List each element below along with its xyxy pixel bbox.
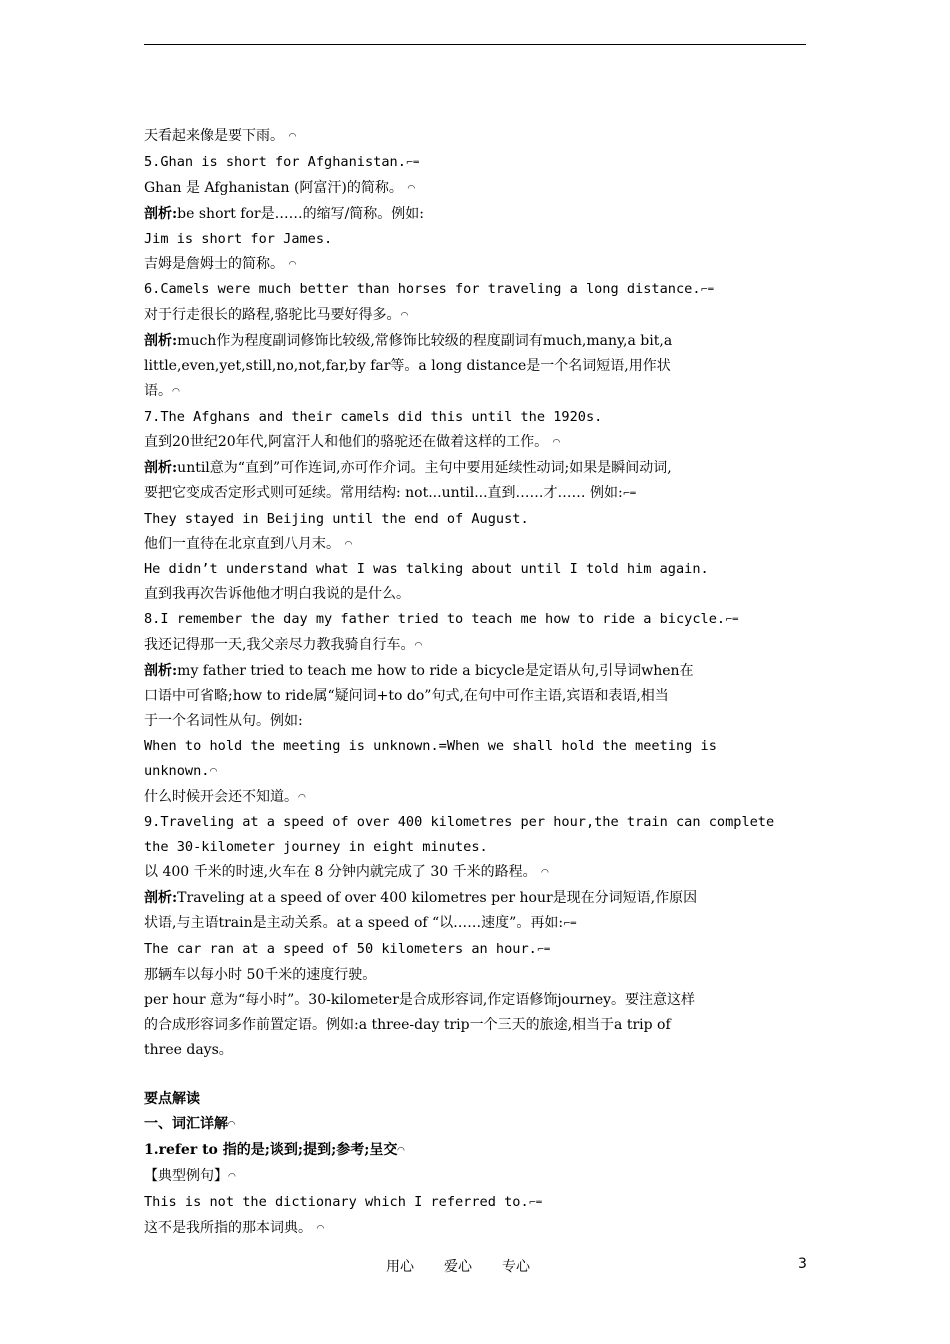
text-line: three days。 (144, 1041, 233, 1058)
text-line: 于一个名词性从句。例如: (144, 712, 303, 729)
vocab-heading: 1.refer to 指的是;谈到;提到;参考;呈交◠ (144, 1142, 405, 1159)
text-line: 9.Traveling at a speed of over 400 kilometres per hour,the train can complete (144, 814, 775, 831)
analysis-label: 剖析: (144, 663, 178, 680)
text-line: 什么时候开会还不知道。◠ (144, 788, 306, 805)
text-line: 6.Camels were much better than horses for traveling a long distance.⌐═ (144, 281, 714, 298)
analysis-label: 剖析: (144, 890, 178, 907)
text-line: 这不是我所指的那本词典。 ◠ (144, 1219, 325, 1236)
text-line: unknown.◠ (144, 762, 218, 779)
text-line: 7.The Afghans and their camels did this until the 1920s. (144, 408, 603, 425)
text-line: per hour 意为“每小时”。30-kilometer是合成形容词,作定语修饰journey。要注意这样 (144, 991, 696, 1008)
text-line: 剖析:my father tried to teach me how to ride a bicycle是定语从句,引导词when在 (144, 663, 694, 680)
text-line: 那辆车以每小时 50千米的速度行驶。 (144, 966, 377, 983)
section-heading: 要点解读 (144, 1091, 200, 1108)
page-number: 3 (798, 1256, 807, 1272)
text-line: 剖析:be short for是……的缩写/简称。例如: (144, 205, 425, 222)
text-line: 天看起来像是要下雨。 ◠ (144, 128, 297, 144)
text-line: 直到20世纪20年代,阿富汗人和他们的骆驼还在做着这样的工作。 ◠ (144, 433, 561, 450)
text-line: This is not the dictionary which I referred to.⌐═ (144, 1194, 542, 1211)
text-line: 【典型例句】◠ (144, 1168, 236, 1185)
text-line: 以 400 千米的时速,火车在 8 分钟内就完成了 30 千米的路程。 ◠ (144, 864, 549, 881)
paragraph-gap (144, 1063, 806, 1088)
text-line: When to hold the meeting is unknown.=When we shall hold the meeting is (144, 737, 717, 754)
text-line: 他们一直待在北京直到八月末。 ◠ (144, 535, 353, 552)
footer-slogan: 用心 爱心 专心 (386, 1259, 530, 1275)
text-line: He didn’t understand what I was talking about until I told him again. (144, 561, 709, 578)
section-subheading: 一、词汇详解◠ (144, 1116, 235, 1133)
page-footer (0, 1256, 950, 1276)
analysis-label: 剖析: (144, 205, 178, 222)
document-body (144, 124, 806, 1242)
text-line: 5.Ghan is short for Afghanistan.⌐═ (144, 153, 419, 170)
text-line: 口语中可省略;how to ride属“疑问词+to do”句式,在句中可作主语,宾语和表语,相当 (144, 687, 669, 704)
header-rule (144, 44, 806, 45)
text-line: 直到我再次告诉他他才明白我说的是什么。 (144, 586, 410, 603)
text-line: 语。◠ (144, 383, 180, 400)
analysis-label: 剖析: (144, 333, 178, 350)
analysis-label: 剖析: (144, 459, 178, 476)
text-line: 剖析:Traveling at a speed of over 400 kilometres per hour是现在分词短语,作原因 (144, 890, 698, 907)
text-line: the 30-kilometer journey in eight minutes. (144, 839, 488, 856)
text-line: little,even,yet,still,no,not,far,by far等。a long distance是一个名词短语,用作状 (144, 358, 671, 375)
text-line: 的合成形容词多作前置定语。例如:a three-day trip一个三天的旅途,相当于a trip of (144, 1016, 671, 1033)
text-line: 我还记得那一天,我父亲尽力教我骑自行车。◠ (144, 637, 423, 654)
text-line: 要把它变成否定形式则可延续。常用结构: not...until...直到……才…… 例如:⌐═ (144, 484, 636, 501)
text-line: 剖析:much作为程度副词修饰比较级,常修饰比较级的程度副词有much,many,a bit,a (144, 333, 673, 350)
text-line: Ghan 是 Afghanistan (阿富汗)的简称。 ◠ (144, 179, 416, 196)
text-line: The car ran at a speed of 50 kilometers an hour.⌐═ (144, 941, 550, 957)
text-line: 剖析:until意为“直到”可作连词,亦可作介词。主句中要用延续性动词;如果是瞬间动词, (144, 459, 672, 476)
text-line: 吉姆是詹姆士的简称。 ◠ (144, 255, 297, 272)
text-line: They stayed in Beijing until the end of August. (144, 510, 529, 527)
text-line: 状语,与主语train是主动关系。at a speed of “以……速度”。再如:⌐═ (144, 915, 577, 932)
text-line: Jim is short for James. (144, 230, 333, 247)
text-line: 8.I remember the day my father tried to teach me how to ride a bicycle.⌐═ (144, 611, 739, 628)
text-line: 对于行走很长的路程,骆驼比马要好得多。◠ (144, 307, 409, 324)
